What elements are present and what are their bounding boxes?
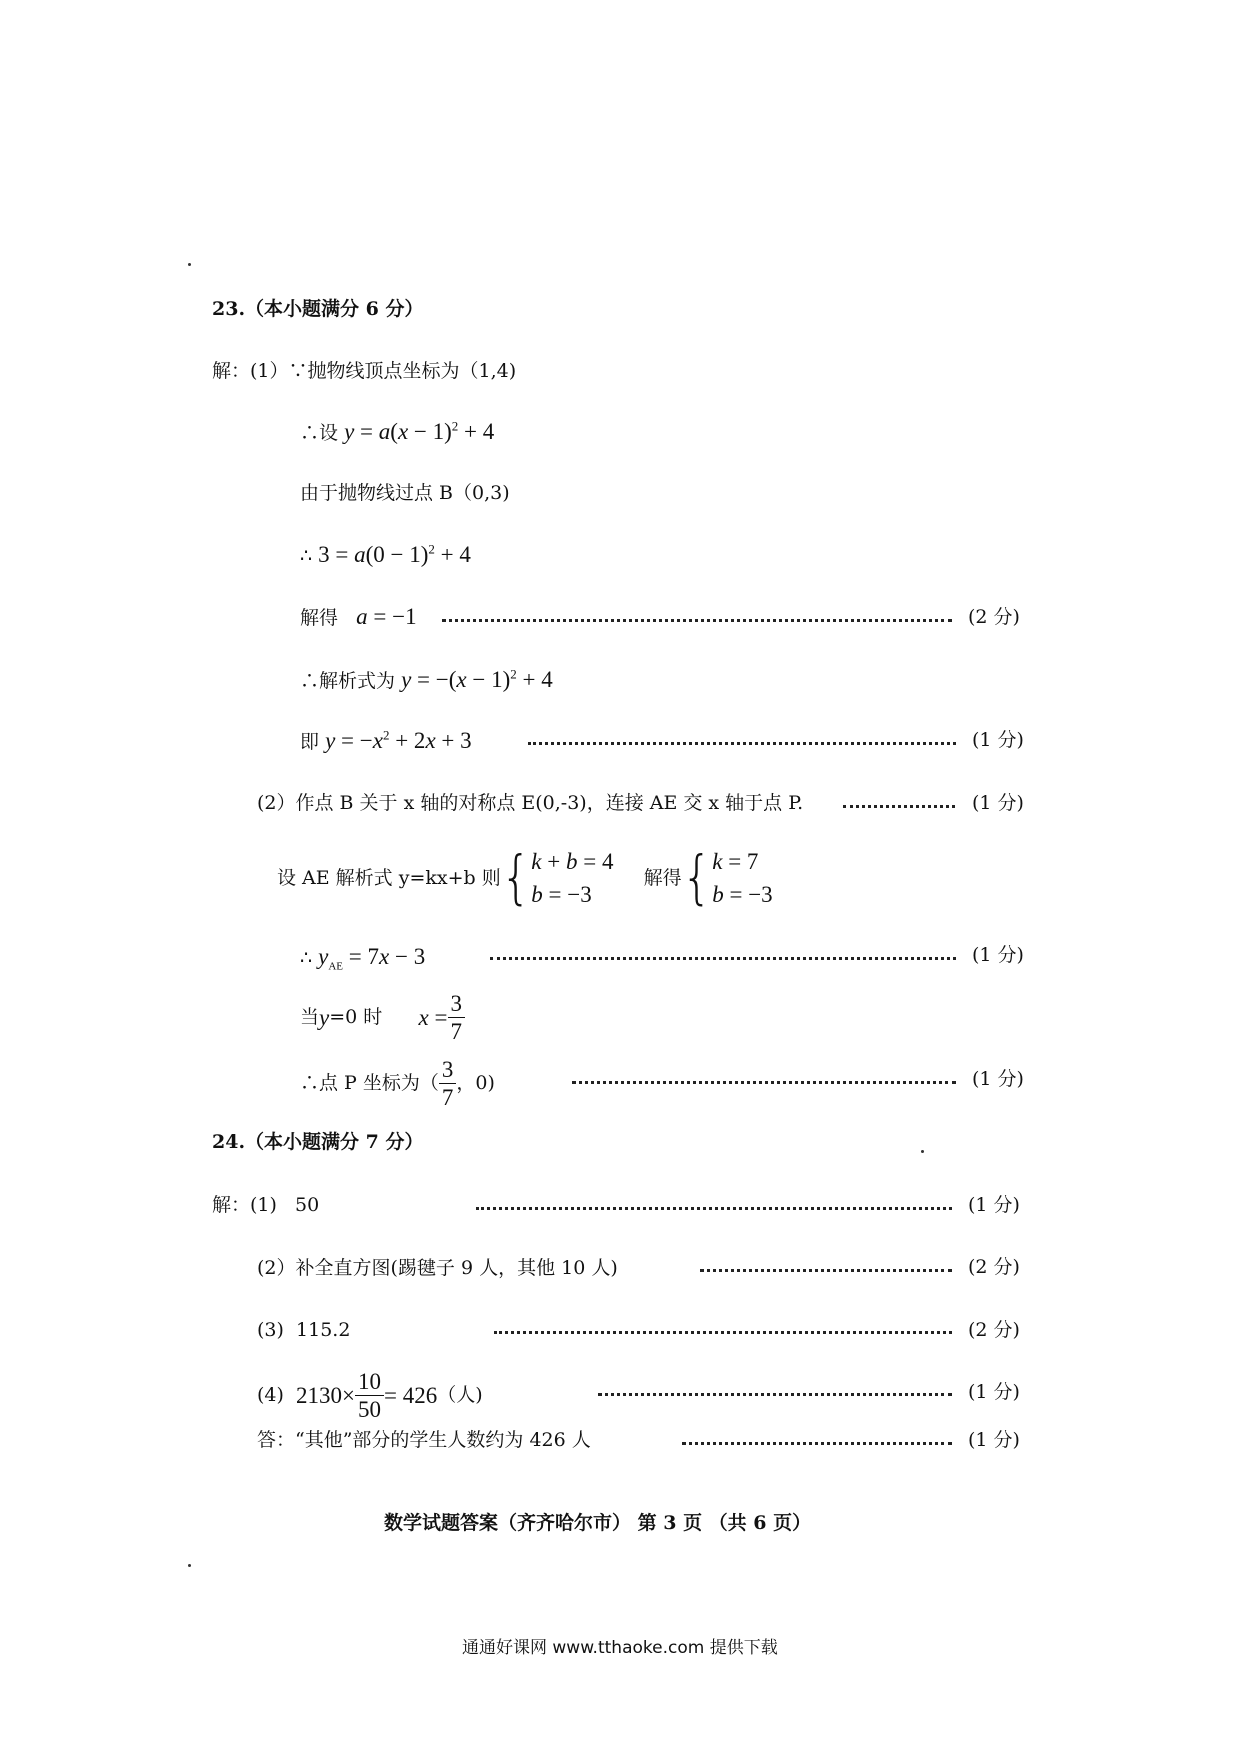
q24-a4-label: (4) — [257, 1384, 284, 1406]
q23-line11-prefix: 当 — [300, 1006, 320, 1028]
q23-line5-prefix: 解得 — [300, 607, 339, 629]
fraction-3-7: $\frac{3}{7}$ — [439, 1058, 457, 1109]
q23-line-when: 当y=0 时 x = $\frac{3}{7}$ — [300, 992, 465, 1043]
q23-score-3: (1 分) — [972, 792, 1024, 814]
q23-score-5: (1 分) — [972, 1068, 1024, 1090]
leader-dots — [494, 1331, 952, 1334]
q23-line-symmetric-point: (2）作点 B 关于 x 轴的对称点 E(0,-3)，连接 AE 交 x 轴于点 P. — [257, 792, 804, 814]
q23-line-point-b: 由于抛物线过点 B（0,3) — [300, 482, 510, 504]
q24-a1-label: 解：(1) — [212, 1194, 277, 1216]
q23-line7-prefix: 即 — [300, 731, 320, 753]
q24-a4-unit: （人) — [437, 1384, 483, 1406]
q23-score-1: (2 分) — [968, 606, 1020, 628]
q24-final-answer: 答：“其他”部分的学生人数约为 426 人 — [257, 1429, 591, 1451]
leader-dots — [682, 1442, 952, 1445]
q23-line-system — [277, 845, 773, 912]
q23-score-2: (1 分) — [972, 729, 1024, 751]
q24-score-4: (1 分) — [968, 1381, 1020, 1403]
q23-line9-mid: 解得 — [643, 866, 682, 889]
q24-score-2: (2 分) — [968, 1256, 1020, 1278]
q23-line-expanded: 即 $y = -x^2 + 2x + 3$ — [300, 727, 472, 753]
q24-a3-value: 115.2 — [296, 1319, 351, 1341]
q24-answer-1 — [212, 1196, 319, 1215]
q23-line-expression: ∴解析式为 $y = -(x - 1)^2 + 4$ — [300, 666, 553, 692]
q24-answer-4: (4) 2130× $\frac{10}{50}$ = 426（人) — [257, 1369, 483, 1422]
leader-dots — [598, 1393, 952, 1396]
q23-line-solve-a: 解得 a = −1 — [300, 604, 417, 629]
q23-line12-suffix: ，0) — [456, 1072, 495, 1094]
scan-speck — [188, 263, 191, 266]
leader-dots — [528, 742, 956, 745]
q23-line-set-equation: ∴设 $y = a(x - 1)^2 + 4$ — [300, 418, 495, 444]
leader-dots — [490, 957, 956, 960]
q24-a3-label: (3) — [257, 1319, 284, 1341]
q24-score-3: (2 分) — [968, 1319, 1020, 1341]
fraction-10-50: $\frac{10}{50}$ — [355, 1370, 384, 1421]
brace-icon: { — [500, 844, 532, 912]
q24-a1-value: 50 — [295, 1194, 320, 1216]
leader-dots — [442, 619, 952, 622]
q24-header: 24.（本小题满分 7 分） — [212, 1131, 424, 1153]
q23-line12-prefix: ∴点 P 坐标为（ — [300, 1072, 439, 1094]
q23-line11-mid: =0 时 — [329, 1006, 383, 1028]
q24-score-1: (1 分) — [968, 1194, 1020, 1216]
q24-answer-3 — [257, 1321, 350, 1340]
q24-score-5: (1 分) — [968, 1429, 1020, 1451]
q23-line-ae: ∴ $y_{AE} = 7x - 3$ — [300, 944, 426, 973]
leader-dots — [700, 1269, 952, 1272]
page-footer: 数学试题答案（齐齐哈尔市） 第 3 页 （共 6 页） — [384, 1512, 812, 1534]
q23-line10-prefix: ∴ — [300, 947, 313, 969]
q24-answer-2: (2）补全直方图(踢毽子 9 人，其他 10 人) — [257, 1257, 618, 1279]
fraction-3-7: $\frac{3}{7}$ — [448, 992, 466, 1043]
q23-line9-prefix: 设 AE 解析式 y=kx+b 则 — [277, 866, 501, 889]
q23-line-substitute: ∴ $3 = a(0 - 1)^2 + 4$ — [300, 541, 471, 567]
leader-dots — [572, 1081, 956, 1084]
q23-line-vertex: 解：(1）∵抛物线顶点坐标为（1,4) — [212, 360, 517, 382]
scan-speck — [921, 1150, 924, 1153]
q23-line6-prefix: ∴解析式为 — [300, 670, 396, 692]
equation-system: k + b = 4 b = −3 — [531, 849, 614, 908]
download-watermark: 通通好课网 www.tthaoke.com 提供下载 — [462, 1638, 778, 1658]
brace-icon: { — [681, 844, 713, 912]
equation-solution: k = 7 b = −3 — [712, 849, 773, 908]
q23-header: 23.（本小题满分 6 分） — [212, 298, 424, 320]
leader-dots — [843, 805, 955, 808]
q23-line4-prefix: ∴ — [300, 545, 313, 567]
leader-dots — [476, 1207, 952, 1210]
scan-speck — [188, 1564, 191, 1567]
q23-score-4: (1 分) — [972, 944, 1024, 966]
q23-line2-prefix: ∴设 — [300, 422, 339, 444]
q23-line-p-coordinate — [300, 1058, 495, 1109]
